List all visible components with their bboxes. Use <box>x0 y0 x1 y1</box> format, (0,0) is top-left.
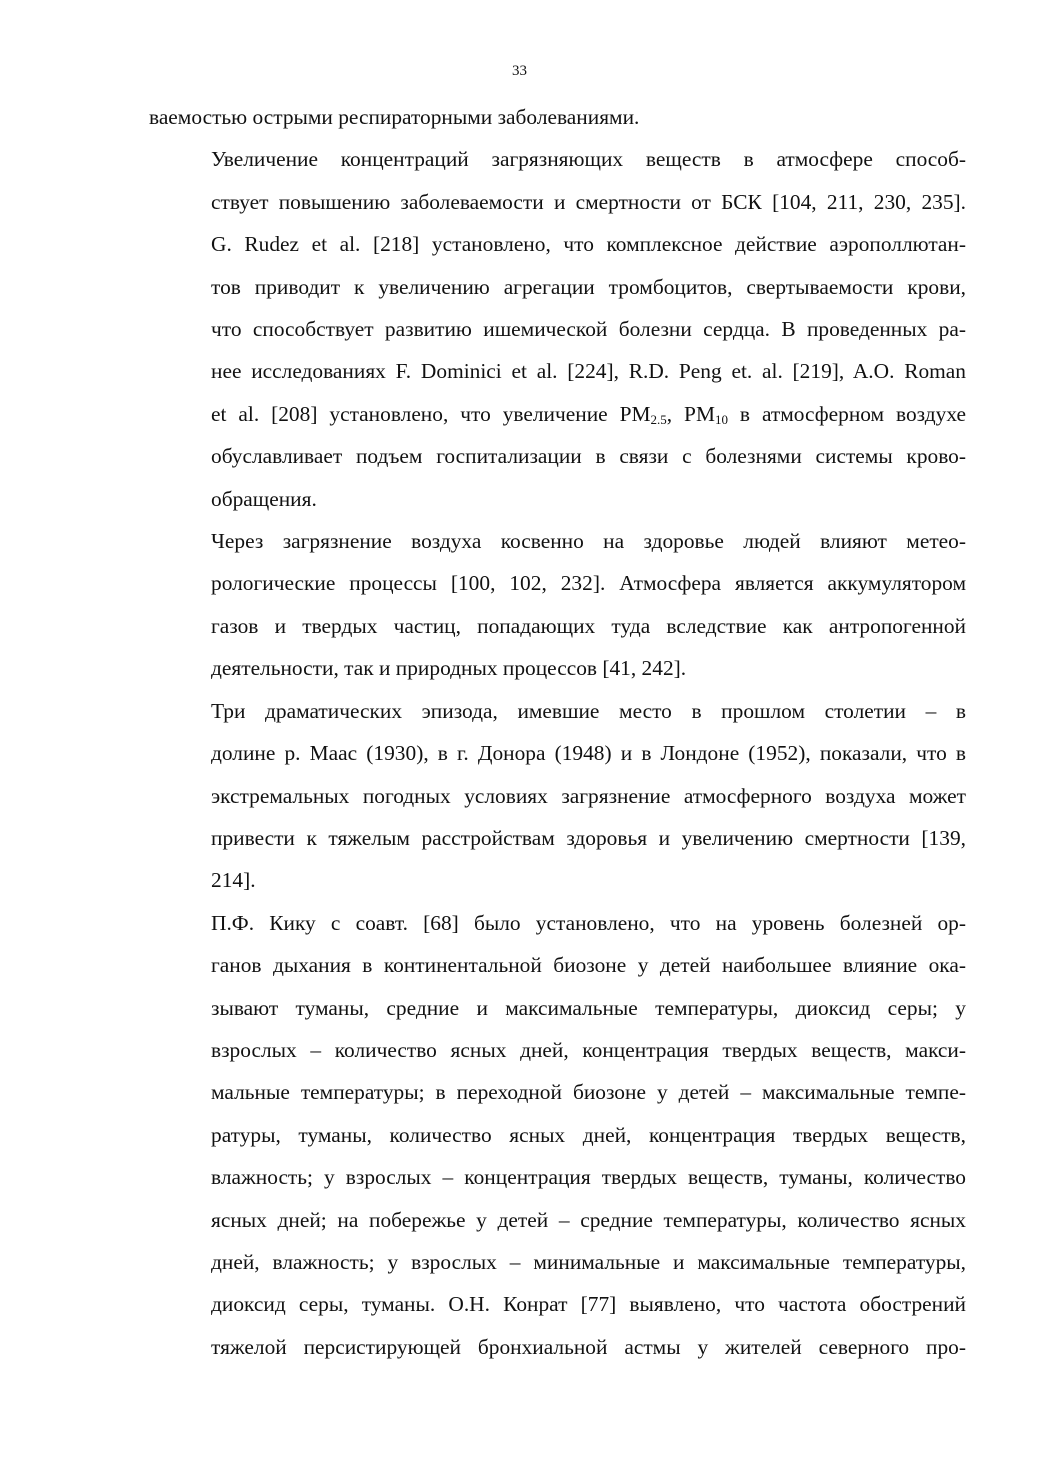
text-segment: , PM <box>666 401 715 426</box>
page-number: 33 <box>512 63 527 79</box>
text-line: экстремальных погодных условиях загрязнение атмосферного воздуха может <box>211 783 966 808</box>
text-line: ганов дыхания в континентальной биозоне у детей наибольшее влияние ока- <box>211 953 966 978</box>
text-line: ясных дней; на побережье у детей – средние температуры, количество ясных <box>211 1207 966 1232</box>
text-line: привести к тяжелым расстройствам здоровья и увеличению смертности [139, <box>211 825 966 850</box>
text-line: долине р. Маас (1930), в г. Донора (1948) и в Лондоне (1952), показали, что в <box>211 741 966 766</box>
text-line: Три драматических эпизода, имевшие место в прошлом столетии – в <box>211 698 966 723</box>
text-line: зывают туманы, средние и максимальные температуры, диоксид серы; у <box>211 995 966 1020</box>
document-body <box>149 96 966 1368</box>
paragraph <box>149 520 966 690</box>
text-line: что способствует развитию ишемической болезни сердца. В проведенных ра- <box>211 317 966 342</box>
text-line: 214]. <box>211 868 256 893</box>
text-segment: et al. [208] установлено, что увеличение PM <box>211 401 651 426</box>
text-line: мальные температуры; в переходной биозоне у детей – максимальные темпе- <box>211 1080 966 1105</box>
text-line: ствует повышению заболеваемости и смертности от БСК [104, 211, 230, 235]. <box>211 189 966 214</box>
paragraph <box>149 902 966 1368</box>
text-line: газов и твердых частиц, попадающих туда вследствие как антропогенной <box>211 613 966 638</box>
text-line: рологические процессы [100, 102, 232]. Атмосфера является аккумулятором <box>211 571 966 596</box>
text-line: G. Rudez et al. [218] установлено, что комплексное действие аэрополлютан- <box>211 232 966 257</box>
subscript: 10 <box>714 411 728 427</box>
text-line: диоксид серы, туманы. О.Н. Конрат [77] выявлено, что частота обострений <box>211 1292 966 1317</box>
text-line <box>149 393 966 435</box>
text-line: ваемостью острыми респираторными заболеваниями. <box>149 105 640 129</box>
text-line: обращения. <box>211 486 317 511</box>
text-line: взрослых – количество ясных дней, концентрация твердых веществ, макси- <box>211 1037 966 1062</box>
text-line: тяжелой персистирующей бронхиальной астмы у жителей северного про- <box>211 1334 966 1359</box>
text-line: влажность; у взрослых – концентрация твердых веществ, туманы, количество <box>211 1165 966 1190</box>
paragraph <box>149 690 966 902</box>
subscript: 2.5 <box>650 411 667 427</box>
text-line: дней, влажность; у взрослых – минимальные и максимальные температуры, <box>211 1249 966 1274</box>
paragraph <box>149 138 966 520</box>
text-line: Через загрязнение воздуха косвенно на здоровье людей влияют метео- <box>211 529 966 554</box>
paragraph <box>149 96 966 138</box>
text-line: тов приводит к увеличению агрегации тромбоцитов, свертываемости крови, <box>211 274 966 299</box>
text-line: деятельности, так и природных процессов [41, 242]. <box>211 656 687 681</box>
text-line: нее исследованиях F. Dominici et al. [224], R.D. Peng et. al. [219], A.O. Roman <box>211 359 966 384</box>
text-segment: в атмосферном воздухе <box>727 401 966 426</box>
text-line: обуславливает подъем госпитализации в связи с болезнями системы крово- <box>211 444 966 469</box>
text-line: Увеличение концентраций загрязняющих веществ в атмосфере способ- <box>211 147 966 172</box>
text-line: ратуры, туманы, количество ясных дней, концентрация твердых веществ, <box>211 1122 966 1147</box>
text-line: П.Ф. Кику с соавт. [68] было установлено, что на уровень болезней ор- <box>211 910 966 935</box>
